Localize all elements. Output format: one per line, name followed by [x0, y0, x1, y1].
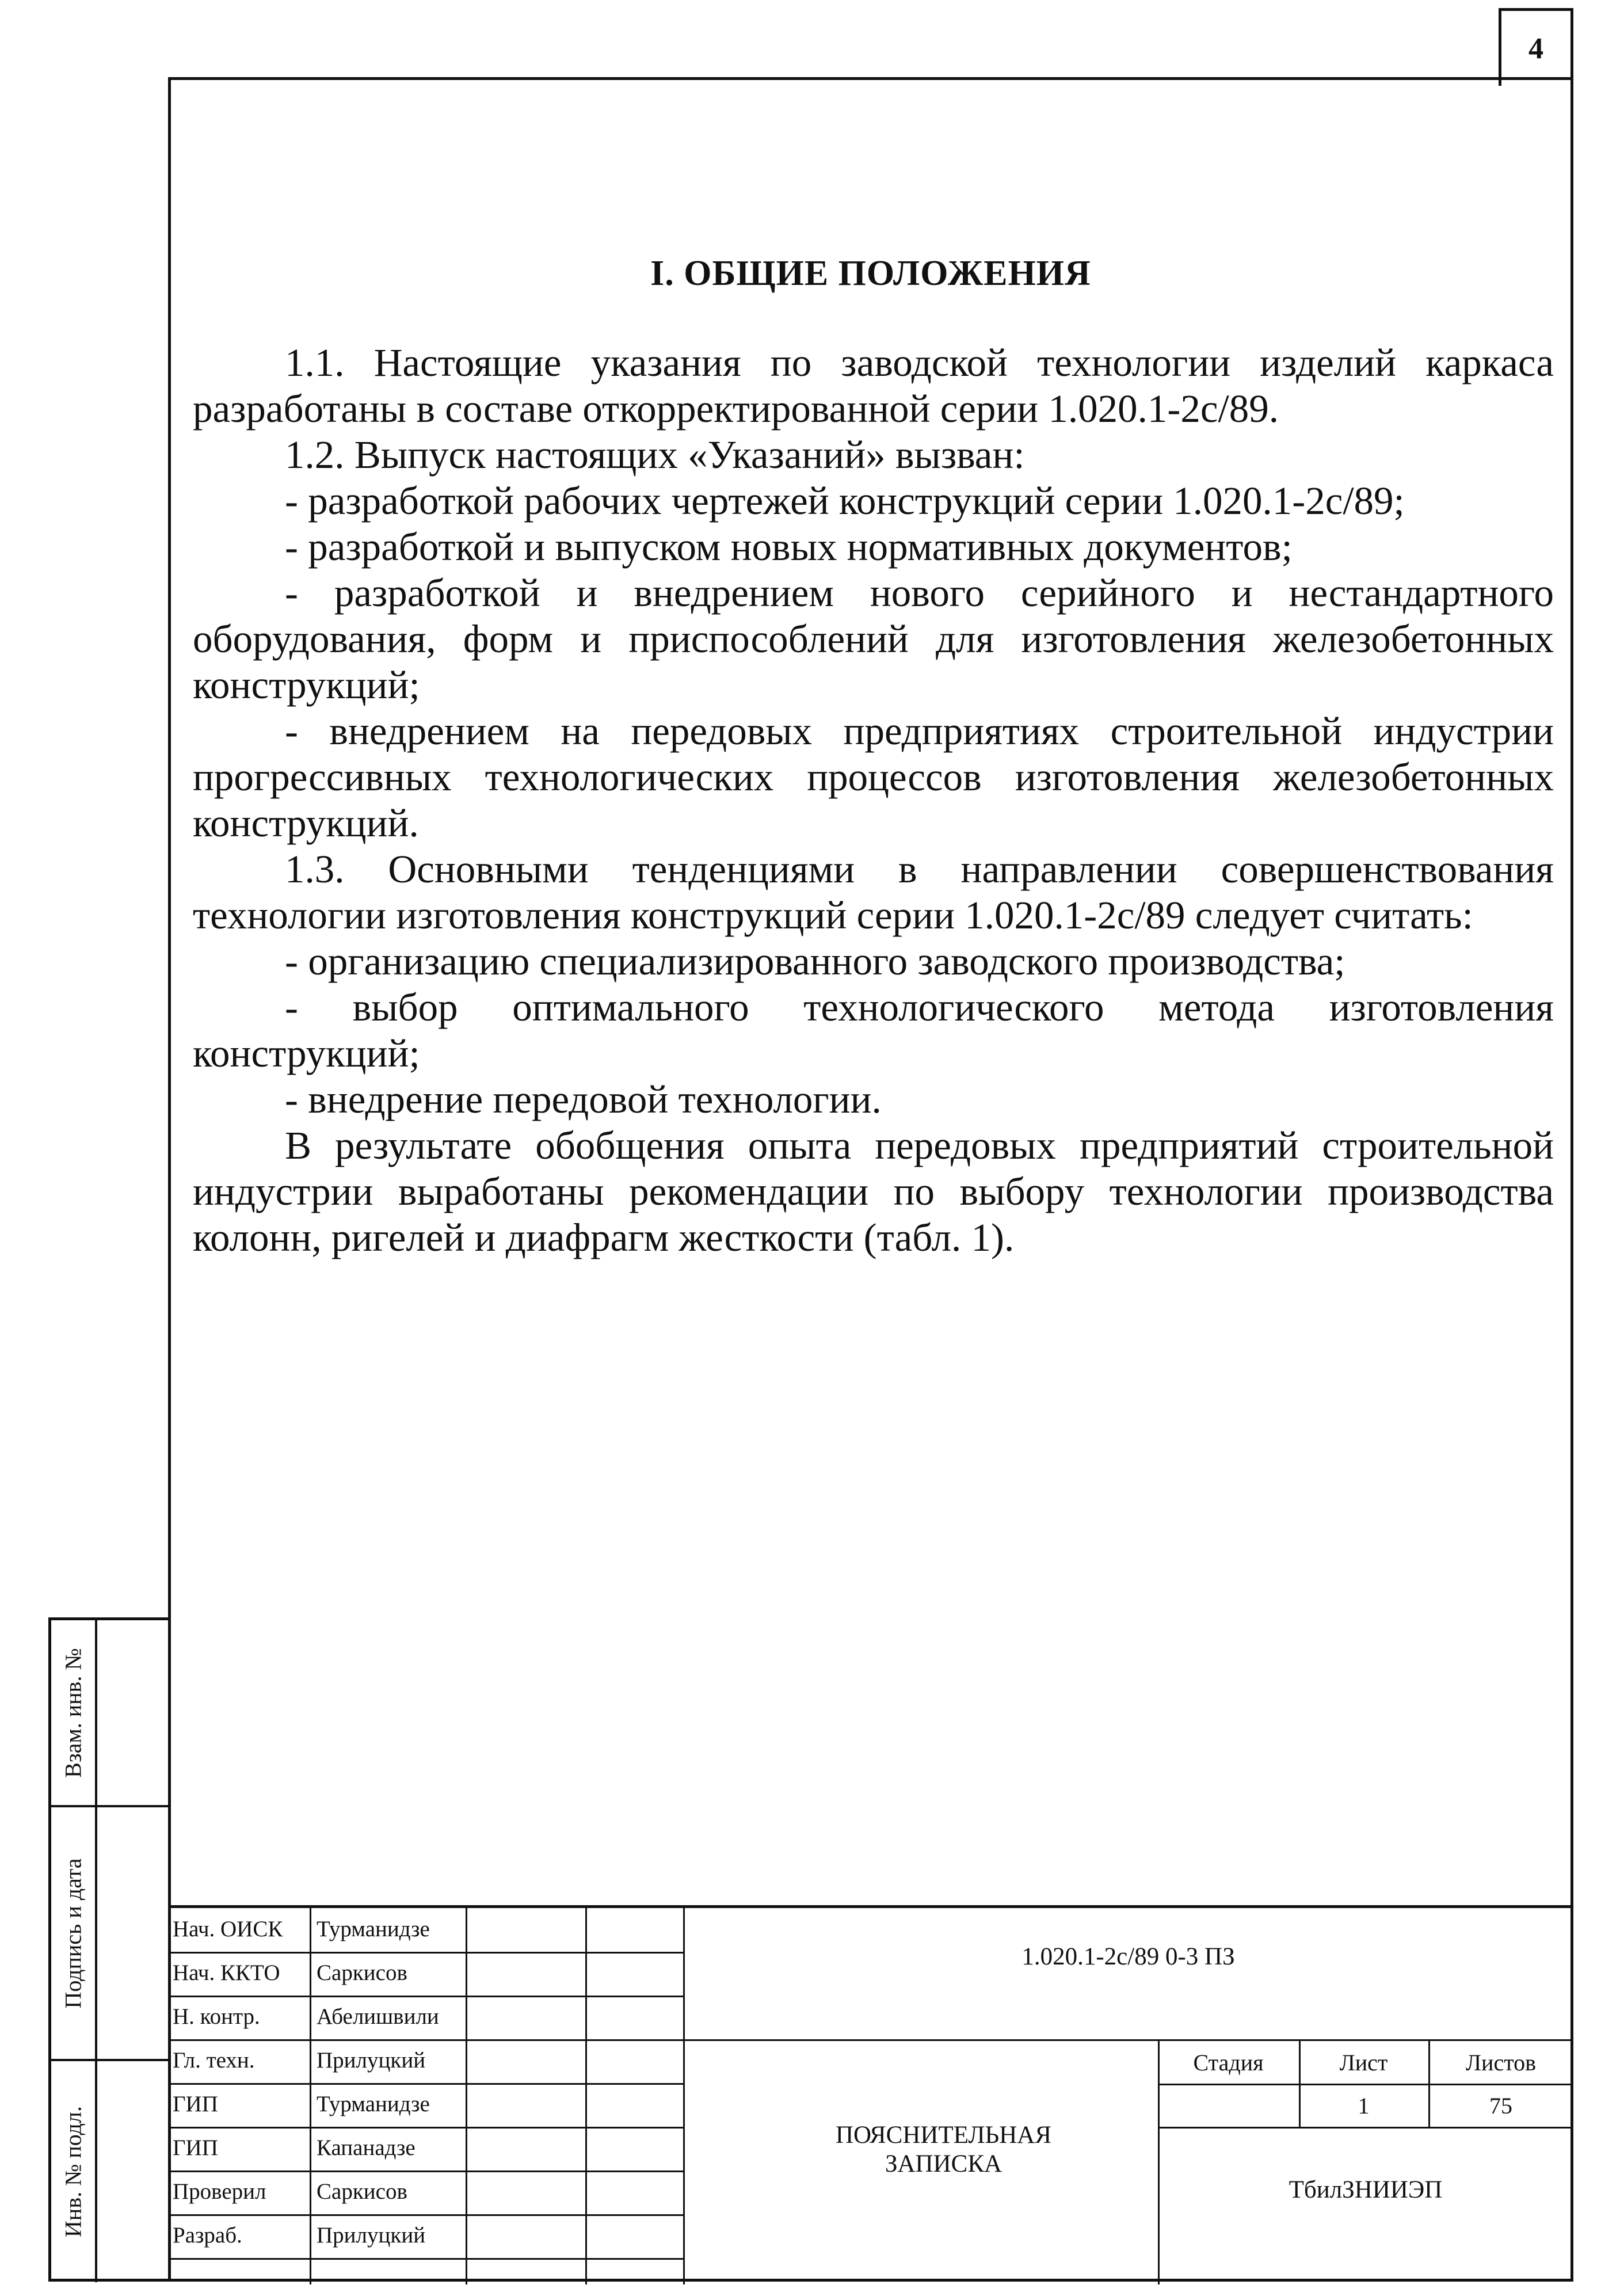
signature-role: Проверил — [173, 2179, 266, 2204]
side-cell-podpis — [51, 1807, 168, 2059]
side-stamp-strip — [48, 1617, 168, 2282]
document-name — [683, 2121, 1204, 2179]
paragraph: - разработкой и выпуском новых нормативных документов; — [285, 525, 1293, 569]
paragraph: 1.1. Настоящие указания по заводской технологии изделий каркаса разработаны в составе откорректированной серии 1.020.1-2с/89. — [193, 341, 1554, 431]
signature-role: ГИП — [173, 2135, 218, 2160]
signature-name: Саркисов — [317, 1960, 407, 1985]
page-number: 4 — [1499, 8, 1573, 86]
body-text — [193, 340, 1554, 1261]
signature-name: Прилуцкий — [317, 2223, 426, 2248]
side-cell-vzam — [51, 1620, 168, 1805]
document-code: 1.020.1-2с/89 0-3 ПЗ — [1021, 1943, 1235, 1970]
paragraph: - внедрение передовой технологии. — [285, 1077, 882, 1121]
sheets-value: 75 — [1489, 2093, 1512, 2119]
side-cell-inv — [51, 2061, 168, 2282]
signature-name: Капанадзе — [317, 2135, 416, 2160]
signature-role: Разраб. — [173, 2223, 242, 2248]
signature-name: Прилуцкий — [317, 2048, 426, 2073]
side-label-vzam: Взам. инв. № — [60, 1647, 86, 1778]
sheet-header: Лист — [1339, 2050, 1388, 2076]
side-label-podpis: Подпись и дата — [60, 1857, 86, 2009]
signature-role: Н. контр. — [173, 2004, 260, 2029]
paragraph: - внедрением на передовых предприятиях строительной индустрии прогрессивных технологических процессов изготовления железобетонных конструкций. — [193, 709, 1554, 845]
signature-name: Саркисов — [317, 2179, 407, 2204]
paragraph: 1.3. Основными тенденциями в направлении совершенствования технологии изготовления конструкций серии 1.020.1-2с/89 следует считать: — [193, 847, 1554, 937]
document-name-line: ПОЯСНИТЕЛЬНАЯ — [835, 2122, 1052, 2149]
signature-role: ГИП — [173, 2092, 218, 2116]
signature-role: Нач. ОИСК — [173, 1917, 283, 1941]
paragraph: 1.2. Выпуск настоящих «Указаний» вызван: — [285, 433, 1025, 477]
sheet-value: 1 — [1358, 2093, 1370, 2119]
paragraph: - выбор оптимального технологического метода изготовления конструкций; — [193, 985, 1554, 1075]
side-label-inv: Инв. № подл. — [60, 2106, 86, 2237]
section-heading: I. ОБЩИЕ ПОЛОЖЕНИЯ — [650, 254, 1091, 293]
title-block — [168, 1905, 1573, 2282]
paragraph: - организацию специализированного заводского производства; — [285, 939, 1345, 983]
paragraph: - разработкой рабочих чертежей конструкций серии 1.020.1-2с/89; — [285, 479, 1405, 523]
paragraph: В результате обобщения опыта передовых предприятий строительной индустрии выработаны рекомендации по выбору технологии производства колонн, ригелей и диафрагм жесткости (табл. 1). — [193, 1124, 1554, 1259]
signature-name: Турманидзе — [317, 2092, 430, 2116]
signature-role: Гл. техн. — [173, 2048, 255, 2073]
paragraph: - разработкой и внедрением нового серийного и нестандартного оборудования, форм и приспособлений для изготовления железобетонных конструкций; — [193, 571, 1554, 707]
signature-name: Абелишвили — [317, 2004, 439, 2029]
signature-name: Турманидзе — [317, 1917, 430, 1941]
sheets-header: Листов — [1465, 2050, 1537, 2076]
signature-role: Нач. ККТО — [173, 1960, 280, 1985]
stage-header: Стадия — [1193, 2050, 1264, 2076]
organization-name: ТбилЗНИИЭП — [1289, 2176, 1443, 2203]
document-name-line: ЗАПИСКА — [885, 2150, 1002, 2177]
